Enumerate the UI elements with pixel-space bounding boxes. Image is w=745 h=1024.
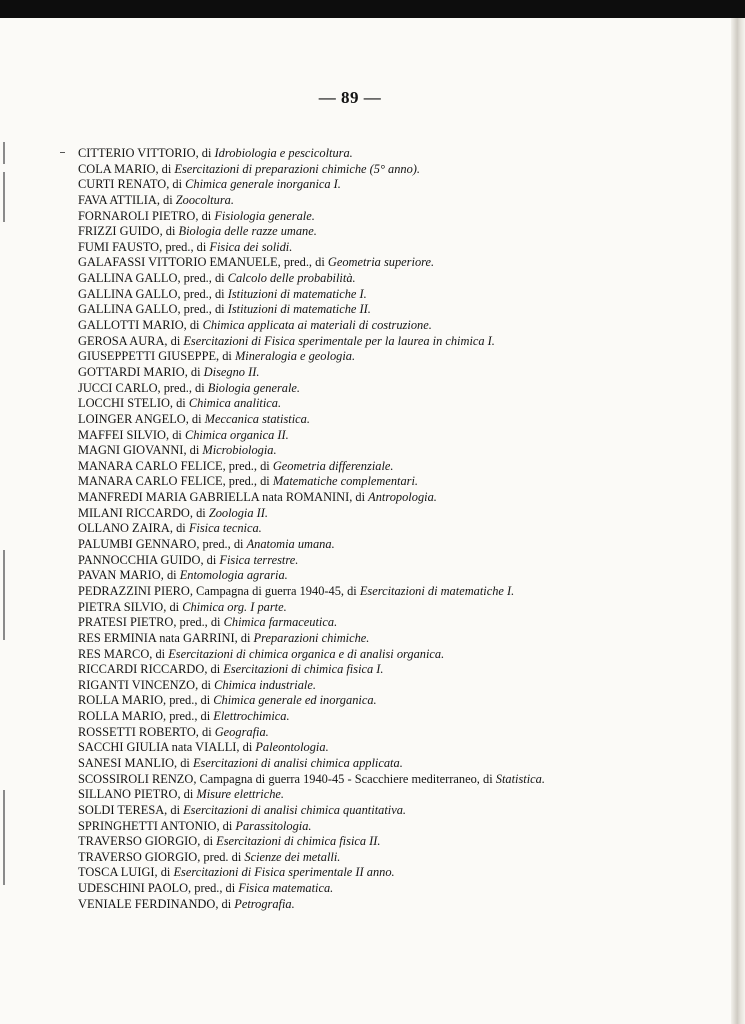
person-name: CURTI RENATO <box>78 177 167 192</box>
list-item <box>78 349 678 365</box>
course-subject: Fisiologia generale. <box>214 208 315 223</box>
list-item <box>78 412 678 428</box>
person-name: MILANI RICCARDO <box>78 505 190 520</box>
appointment-detail: , di <box>204 662 224 677</box>
person-name: SCOSSIROLI RENZO <box>78 771 194 786</box>
course-subject: Biologia delle razze umane. <box>178 224 317 239</box>
appointment-detail: , pred., di <box>177 271 228 286</box>
appointment-detail: , di <box>189 505 209 520</box>
appointment-detail: , di <box>166 427 185 442</box>
appointment-detail: nata ROMANINI, di <box>259 490 369 505</box>
list-item <box>78 740 678 756</box>
appointment-detail: , di <box>174 755 193 770</box>
person-name: SACCHI GIULIA <box>78 740 169 755</box>
appointment-detail: , di <box>160 568 180 583</box>
person-name: SANESI MANLIO <box>78 755 175 770</box>
course-subject: Fisica tecnica. <box>188 521 262 536</box>
course-subject: Fisica dei solidi. <box>209 239 293 254</box>
appointment-detail: , di <box>197 834 217 849</box>
course-subject: Istituzioni di matematiche I. <box>227 286 367 301</box>
person-name: GIUSEPPETTI GIUSEPPE <box>78 349 217 364</box>
list-item <box>78 725 678 741</box>
appointment-detail: , di <box>185 411 205 426</box>
person-name: PALUMBI GENNARO <box>78 537 197 552</box>
appointment-detail: , pred. di <box>197 849 245 864</box>
appointment-detail: , di <box>184 364 204 379</box>
person-name: LOINGER ANGELO <box>78 411 186 426</box>
list-item <box>78 787 678 803</box>
course-subject: Chimica applicata ai materiali di costruzione. <box>202 318 432 333</box>
course-subject: Scienze dei metalli. <box>244 849 341 864</box>
course-subject: Petrografia. <box>234 896 295 911</box>
appointment-detail: , di <box>177 787 197 802</box>
person-name: ROLLA MARIO <box>78 709 164 724</box>
appointment-detail: , di <box>159 224 179 239</box>
list-item <box>78 615 678 631</box>
course-subject: Statistica. <box>495 771 545 786</box>
page-binding-edge <box>731 18 745 1024</box>
course-subject: Esercitazioni di analisi chimica quantitativa. <box>183 802 407 817</box>
course-subject: Esercitazioni di preparazioni chimiche (5° anno). <box>174 161 421 176</box>
list-item <box>78 537 678 553</box>
person-name: GALLINA GALLO <box>78 271 178 286</box>
list-item <box>78 318 678 334</box>
person-name: PEDRAZZINI PIERO <box>78 583 190 598</box>
course-subject: Antropologia. <box>368 490 437 505</box>
appointment-detail: , pred., di <box>277 255 328 270</box>
appointment-detail: , di <box>183 443 203 458</box>
person-name: MAGNI GIOVANNI <box>78 443 184 458</box>
person-name: MANARA CARLO FELICE <box>78 474 223 489</box>
list-item <box>78 302 678 318</box>
appointment-detail: , di <box>169 521 189 536</box>
person-name: GOTTARDI MARIO <box>78 364 185 379</box>
scan-margin-mark <box>3 790 5 885</box>
person-name: RES ERMINIA <box>78 630 157 645</box>
person-name: MANARA CARLO FELICE <box>78 458 223 473</box>
person-name: GALLOTTI MARIO <box>78 318 184 333</box>
list-item <box>78 209 678 225</box>
person-name: PANNOCCHIA GUIDO <box>78 552 201 567</box>
person-name: GALLINA GALLO <box>78 302 178 317</box>
person-name: ROSSETTI ROBERTO <box>78 724 196 739</box>
person-name: SOLDI TERESA <box>78 802 165 817</box>
person-name: TRAVERSO GIORGIO <box>78 834 198 849</box>
course-subject: Matematiche complementari. <box>272 474 419 489</box>
course-subject: Esercitazioni di matematiche I. <box>359 583 515 598</box>
person-name: VENIALE FERDINANDO <box>78 896 216 911</box>
list-item <box>78 647 678 663</box>
person-name: MANFREDI MARIA GABRIELLA <box>78 490 260 505</box>
list-item <box>78 365 678 381</box>
appointment-detail: , di <box>195 677 215 692</box>
course-subject: Microbiologia. <box>202 443 277 458</box>
faculty-list <box>78 146 678 912</box>
list-item <box>78 881 678 897</box>
course-subject: Idrobiologia e pescicoltura. <box>214 146 353 160</box>
course-subject: Parassitologia. <box>235 818 312 833</box>
list-item <box>78 584 678 600</box>
person-name: GEROSA AURA <box>78 333 165 348</box>
appointment-detail: , pred., di <box>159 239 210 254</box>
appointment-detail: , di <box>195 724 215 739</box>
appointment-detail: , di <box>149 646 169 661</box>
scan-margin-mark <box>3 172 5 222</box>
course-subject: Biologia generale. <box>207 380 301 395</box>
appointment-detail: , Campagna di guerra 1940-45 - Scacchiere mediterraneo, di <box>193 771 496 786</box>
course-subject: Esercitazioni di Fisica sperimentale II anno. <box>173 865 395 880</box>
appointment-detail: , pred., di <box>163 693 214 708</box>
margin-dash <box>60 152 65 153</box>
scan-top-border <box>0 0 745 18</box>
list-item <box>78 693 678 709</box>
list-item <box>78 709 678 725</box>
appointment-detail: nata VIALLI, di <box>168 740 256 755</box>
course-subject: Zoocoltura. <box>175 192 234 207</box>
person-name: CITTERIO VITTORIO <box>78 146 196 160</box>
course-subject: Meccanica statistica. <box>204 411 310 426</box>
list-item <box>78 553 678 569</box>
person-name: UDESCHINI PAOLO <box>78 881 189 896</box>
course-subject: Chimica generale ed inorganica. <box>213 693 377 708</box>
appointment-detail: , pred., di <box>222 474 273 489</box>
page-number: — 89 — <box>318 88 382 107</box>
list-item <box>78 287 678 303</box>
list-item <box>78 271 678 287</box>
course-subject: Calcolo delle probabilità. <box>227 271 356 286</box>
person-name: SPRINGHETTI ANTONIO <box>78 818 217 833</box>
appointment-detail: , di <box>195 146 215 160</box>
list-item <box>78 428 678 444</box>
appointment-detail: , pred., di <box>163 709 214 724</box>
course-subject: Fisica terrestre. <box>219 552 299 567</box>
list-item <box>78 474 678 490</box>
person-name: FUMI FAUSTO <box>78 239 160 254</box>
list-item <box>78 162 678 178</box>
person-name: SILLANO PIETRO <box>78 787 178 802</box>
appointment-detail: nata GARRINI, di <box>156 630 254 645</box>
appointment-detail: , di <box>164 333 184 348</box>
person-name: TRAVERSO GIORGIO <box>78 849 198 864</box>
course-subject: Istituzioni di matematiche II. <box>227 302 371 317</box>
list-item <box>78 600 678 616</box>
course-subject: Esercitazioni di chimica organica e di analisi organica. <box>168 646 445 661</box>
appointment-detail: , pred., di <box>173 615 224 630</box>
course-subject: Misure elettriche. <box>196 787 285 802</box>
list-item <box>78 631 678 647</box>
course-subject: Disegno II. <box>203 364 260 379</box>
list-item <box>78 490 678 506</box>
list-item <box>78 224 678 240</box>
list-item <box>78 678 678 694</box>
appointment-detail: , di <box>166 177 186 192</box>
person-name: FRIZZI GUIDO <box>78 224 160 239</box>
appointment-detail: , pred., di <box>196 537 247 552</box>
appointment-detail: , di <box>195 208 215 223</box>
course-subject: Esercitazioni di chimica fisica I. <box>223 662 384 677</box>
list-item <box>78 396 678 412</box>
list-item <box>78 177 678 193</box>
course-subject: Fisica matematica. <box>238 881 334 896</box>
list-item <box>78 146 678 162</box>
person-name: GALAFASSI VITTORIO EMANUELE <box>78 255 278 270</box>
list-item <box>78 255 678 271</box>
list-item <box>78 819 678 835</box>
appointment-detail: , di <box>164 802 184 817</box>
appointment-detail: , di <box>216 818 236 833</box>
course-subject: Chimica industriale. <box>214 677 316 692</box>
course-subject: Entomologia agraria. <box>179 568 288 583</box>
person-name: OLLANO ZAIRA <box>78 521 170 536</box>
list-item <box>78 381 678 397</box>
scan-margin-mark <box>3 142 5 164</box>
appointment-detail: , di <box>163 599 183 614</box>
person-name: PRATESI PIETRO <box>78 615 174 630</box>
course-subject: Chimica org. I parte. <box>182 599 287 614</box>
appointment-detail: , di <box>156 192 176 207</box>
person-name: FORNAROLI PIETRO <box>78 208 196 223</box>
appointment-detail: , di <box>183 318 203 333</box>
list-item <box>78 459 678 475</box>
person-name: JUCCI CARLO <box>78 380 158 395</box>
appointment-detail: , Campagna di guerra 1940-45, di <box>189 583 360 598</box>
appointment-detail: , di <box>169 396 189 411</box>
person-name: GALLINA GALLO <box>78 286 178 301</box>
list-item <box>78 834 678 850</box>
appointment-detail: , pred., di <box>188 881 239 896</box>
person-name: RICCARDI RICCARDO <box>78 662 205 677</box>
course-subject: Geografia. <box>214 724 269 739</box>
list-item <box>78 772 678 788</box>
person-name: MAFFEI SILVIO <box>78 427 167 442</box>
course-subject: Mineralogia e geologia. <box>234 349 356 364</box>
course-subject: Esercitazioni di chimica fisica II. <box>216 834 381 849</box>
appointment-detail: , pred., di <box>157 380 208 395</box>
person-name: RIGANTI VINCENZO <box>78 677 196 692</box>
list-item <box>78 568 678 584</box>
course-subject: Chimica analitica. <box>188 396 282 411</box>
list-item <box>78 850 678 866</box>
course-subject: Geometria differenziale. <box>272 458 394 473</box>
course-subject: Geometria superiore. <box>327 255 435 270</box>
list-item <box>78 193 678 209</box>
course-subject: Chimica farmaceutica. <box>223 615 338 630</box>
person-name: ROLLA MARIO <box>78 693 164 708</box>
list-item <box>78 803 678 819</box>
list-item <box>78 756 678 772</box>
appointment-detail: , di <box>216 349 235 364</box>
list-item <box>78 240 678 256</box>
course-subject: Chimica organica II. <box>184 427 289 442</box>
appointment-detail: , di <box>155 161 175 176</box>
appointment-detail: , di <box>215 896 235 911</box>
list-item <box>78 897 678 913</box>
course-subject: Esercitazioni di analisi chimica applicata. <box>192 755 403 770</box>
list-item <box>78 506 678 522</box>
course-subject: Chimica generale inorganica I. <box>185 177 341 192</box>
appointment-detail: , pred., di <box>177 286 228 301</box>
person-name: RES MARCO <box>78 646 150 661</box>
scan-margin-mark <box>3 550 5 640</box>
list-item <box>78 662 678 678</box>
list-item <box>78 865 678 881</box>
list-item <box>78 334 678 350</box>
appointment-detail: , pred., di <box>222 458 273 473</box>
course-subject: Esercitazioni di Fisica sperimentale per la laurea in chimica I. <box>183 333 495 348</box>
course-subject: Elettrochimica. <box>213 709 290 724</box>
list-item <box>78 521 678 537</box>
course-subject: Preparazioni chimiche. <box>253 630 370 645</box>
person-name: COLA MARIO <box>78 161 156 176</box>
appointment-detail: , di <box>200 552 220 567</box>
list-item <box>78 443 678 459</box>
person-name: PAVAN MARIO <box>78 568 161 583</box>
person-name: PIETRA SILVIO <box>78 599 164 614</box>
course-subject: Zoologia II. <box>208 505 269 520</box>
course-subject: Anatomia umana. <box>246 537 335 552</box>
person-name: LOCCHI STELIO <box>78 396 170 411</box>
course-subject: Paleontologia. <box>255 740 329 755</box>
appointment-detail: , di <box>154 865 174 880</box>
person-name: TOSCA LUIGI <box>78 865 155 880</box>
appointment-detail: , pred., di <box>177 302 228 317</box>
person-name: FAVA ATTILIA <box>78 192 157 207</box>
